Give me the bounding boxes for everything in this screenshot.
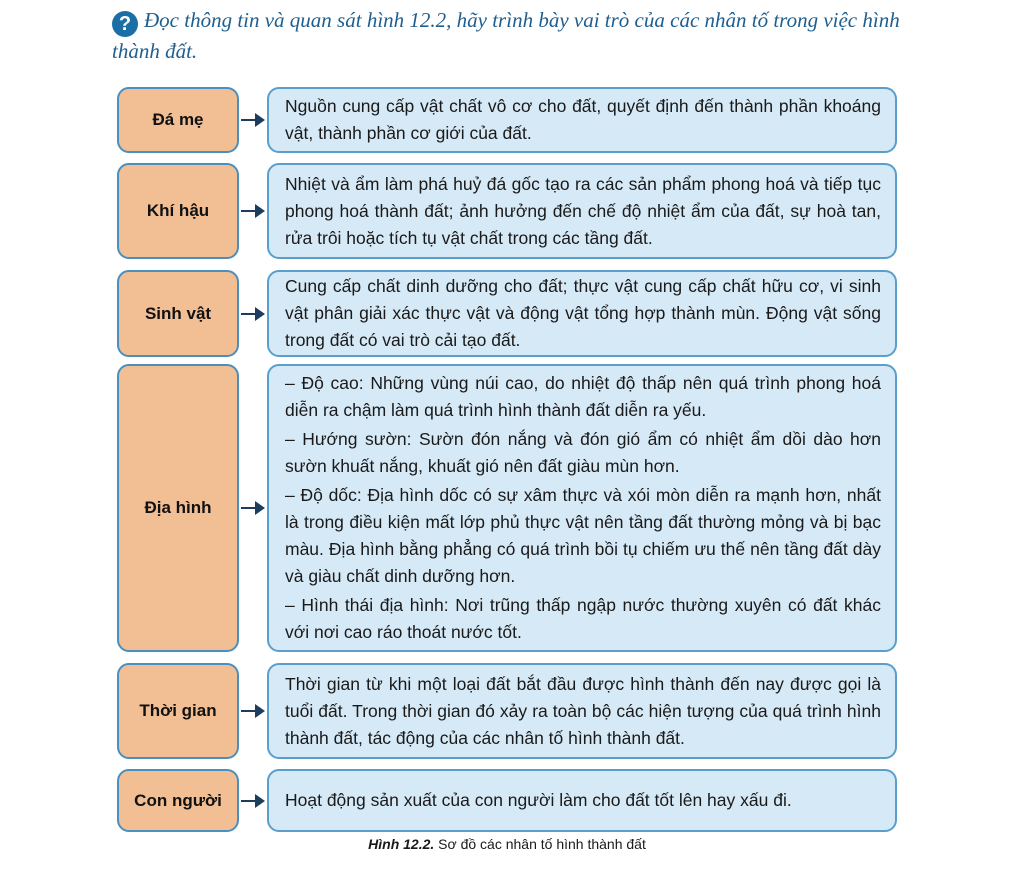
question-prompt — [112, 6, 912, 66]
factor-box: Sinh vật — [117, 270, 239, 357]
arrow-right-icon — [241, 794, 265, 808]
description-paragraph: Hoạt động sản xuất của con người làm cho đất tốt lên hay xấu đi. — [285, 790, 792, 810]
question-text: Đọc thông tin và quan sát hình 12.2, hãy trình bày vai trò của các nhân tố trong việc hình thành đất. — [112, 8, 900, 63]
factor-description-box — [267, 163, 897, 259]
description-paragraph: – Độ cao: Những vùng núi cao, do nhiệt độ thấp nên quá trình phong hoá diễn ra chậm làm quá trình hình thành đất diễn ra yếu. — [285, 373, 881, 420]
factor-description-box — [267, 663, 897, 759]
description-paragraph: Cung cấp chất dinh dưỡng cho đất; thực vật cung cấp chất hữu cơ, vi sinh vật phân giải xác thực vật và động vật tổng hợp thành mùn. Động vật sống trong đất có vai trò cải tạo đất. — [285, 276, 881, 350]
description-paragraph: – Độ dốc: Địa hình dốc có sự xâm thực và xói mòn diễn ra mạnh hơn, nhất là trong điều kiện mất lớp phủ thực vật nên tầng đất thường mỏng và bị bạc màu. Địa hình bằng phẳng có quá trình bồi tụ chiếm ưu thế nên tầng đất dày và giàu chất dinh dưỡng hơn. — [285, 485, 881, 586]
description-paragraph: Nhiệt và ẩm làm phá huỷ đá gốc tạo ra các sản phẩm phong hoá và tiếp tục phong hoá thành đất; ảnh hưởng đến chế độ nhiệt ẩm của đất, sự hoà tan, rửa trôi hoặc tích tụ vật chất trong các tầng đất. — [285, 173, 881, 248]
arrow-right-icon — [241, 113, 265, 127]
factor-box: Thời gian — [117, 663, 239, 759]
question-mark-icon: ? — [112, 11, 138, 37]
factor-description-box — [267, 364, 897, 652]
factor-row-humans — [117, 769, 897, 832]
description-paragraph: Nguồn cung cấp vật chất vô cơ cho đất, quyết định đến thành phần khoáng vật, thành phần cơ giới của đất. — [285, 96, 881, 143]
arrow-right-icon — [241, 204, 265, 218]
description-paragraph: – Hướng sườn: Sườn đón nắng và đón gió ẩm có nhiệt ẩm dồi dào hơn sườn khuất nắng, khuất gió nên đất giàu mùn hơn. — [285, 429, 881, 476]
caption-label: Hình 12.2. — [368, 836, 435, 852]
factor-row-terrain — [117, 364, 897, 652]
factor-description-box — [267, 769, 897, 832]
factor-description-box — [267, 87, 897, 153]
arrow-right-icon — [241, 501, 265, 515]
factor-row-time — [117, 663, 897, 759]
factor-box: Địa hình — [117, 364, 239, 652]
description-paragraph: – Hình thái địa hình: Nơi trũng thấp ngập nước thường xuyên có đất khác với nơi cao ráo thoát nước tốt. — [285, 595, 881, 642]
factor-box: Đá mẹ — [117, 87, 239, 153]
caption-text: Sơ đồ các nhân tố hình thành đất — [434, 836, 646, 852]
factor-description-box — [267, 270, 897, 357]
factor-row-parent-rock — [117, 87, 897, 153]
factor-row-climate — [117, 163, 897, 259]
description-paragraph: Thời gian từ khi một loại đất bắt đầu được hình thành đến nay được gọi là tuổi đất. Trong thời gian đó xảy ra toàn bộ các hiện tượng của quá trình hình thành đất, tác động của các nhân tố hình thành đất. — [285, 673, 881, 748]
factor-box: Con người — [117, 769, 239, 832]
factor-row-organisms — [117, 270, 897, 357]
arrow-right-icon — [241, 704, 265, 718]
arrow-right-icon — [241, 307, 265, 321]
factor-box: Khí hậu — [117, 163, 239, 259]
figure-caption — [0, 836, 1014, 852]
